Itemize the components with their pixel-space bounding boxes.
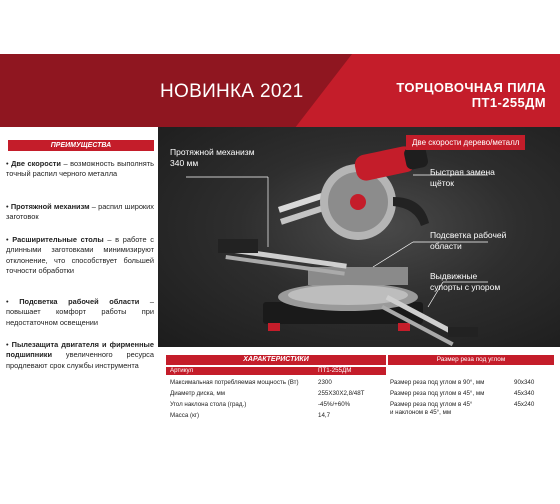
feature-item: • Расширительные столы – в работе с длинными заготовками минимизируют отклонение, что способствует большей точности обработки [6,235,154,276]
spec-value: 2300 [318,379,332,386]
spec-label: Артикул [170,367,194,374]
cut-label: и наклоном в 45°, мм [390,409,452,416]
spec-row [170,390,386,398]
callout-text: супорты с упором [430,282,501,292]
advantages-panel [0,127,158,451]
cut-value: 45х240 [514,401,535,408]
feature-item: • Пылезащита двигателя и фирменные подшипники увеличенного ресурса продлевают срок службы инструмента [6,340,154,370]
product-photo-area [158,127,560,347]
saw-foot [398,323,410,331]
saw-foot [268,323,280,331]
feature-item: • Подсветка рабочей области – повышает комфорт работы при недостаточном освещении [6,297,154,327]
feature-title: Две скорости [11,159,61,168]
cut-row [390,401,554,417]
specifications-table [158,347,560,451]
spec-value: 14,7 [318,412,331,419]
spec-label: Диаметр диска, мм [170,390,225,397]
callout-text: Выдвижные [430,271,478,281]
spec-value: -45%/+60% [318,401,351,408]
new-label: НОВИНКА 2021 [160,81,304,102]
right-support [448,327,478,337]
title-banner [0,54,560,127]
callout-text: Протяжной механизм [170,147,255,157]
callout-slide-mechanism [170,147,255,169]
cut-value: 90х340 [514,379,535,386]
spec-value: ПТ1-255ДМ [318,367,352,374]
spec-value: 255Х30Х2,8/48Т [318,390,365,397]
cut-value: 45х340 [514,390,535,397]
saw-handle [393,197,429,226]
cut-label: Размер реза под углом в 45°, мм [390,390,485,397]
callout-line [373,242,413,267]
callout-extension-supports [430,271,500,293]
blade-hub [350,194,366,210]
spec-row-article [166,367,386,375]
callout-work-light [430,230,506,252]
advantages-heading: ПРЕИМУЩЕСТВА [8,140,154,151]
spec-label: Угол наклона стола (град.) [170,401,247,408]
feature-text: увеличенного ресурса продлевают срок службы инструмента [6,350,154,370]
product-title [396,80,546,110]
product-model: ПТ1-255ДМ [471,95,546,110]
callout-text: щёток [430,178,454,188]
feature-text: – повышает комфорт работы при недостаточном освещении [6,297,154,327]
feature-item: • Две скорости – возможность выполнять точный распил черного металла [6,159,154,179]
cut-size-heading: Размер реза под углом [388,355,554,365]
spec-label: Максимальная потребляемая мощность (Вт) [170,379,299,386]
feature-text: – возможность выполнять точный распил черного металла [6,159,154,179]
two-speed-badge: Две скорости дерево/металл [406,135,525,150]
feature-item: • Протяжной механизм – распил широких заготовок [6,202,154,222]
spec-row [170,379,386,387]
feature-title: Подсветка рабочей области [19,297,140,306]
turntable-top [288,285,408,305]
cut-row [390,379,554,387]
specs-heading: ХАРАКТЕРИСТИКИ [166,355,386,365]
spec-label: Масса (кг) [170,412,200,419]
feature-title: Протяжной механизм [10,202,90,211]
feature-text: – распил широких заготовок [6,202,154,222]
cut-label: Размер реза под углом в 90°, мм [390,379,485,386]
feature-text: – в работе с длинными заготовками минимизируют отклонение, что способствует большей точности обработки [6,235,154,276]
callout-text: Быстрая замена [430,167,495,177]
cut-row [390,390,554,398]
cut-label: Размер реза под углом в 45° [390,401,473,408]
feature-title: Пылезащита двигателя и фирменные подшипники [6,340,154,360]
spec-row [170,412,386,420]
callout-text: области [430,241,462,251]
callout-brush-change [430,167,495,189]
product-title-line1: ТОРЦОВОЧНАЯ ПИЛА [396,80,546,95]
feature-title: Расширительные столы [12,235,104,244]
callout-text: Подсветка рабочей [430,230,507,240]
left-support [218,239,258,253]
spec-row [170,401,386,409]
callout-text: 340 мм [170,158,199,168]
